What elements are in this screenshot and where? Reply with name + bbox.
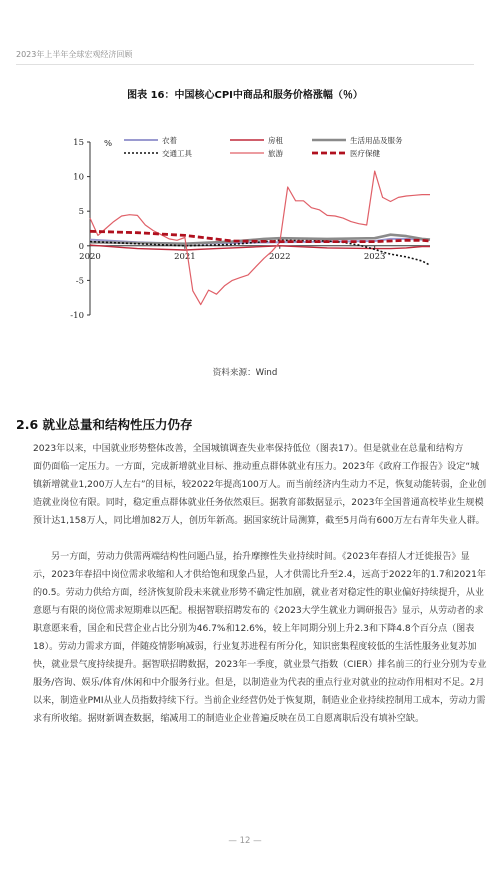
paragraph-line: 镇新增就业1,200万人左右”的目标，较2022年提高100万人。而当前经济内生动力不足，恢复动能转弱，企业创 bbox=[33, 480, 487, 490]
cpi-line-chart bbox=[60, 128, 450, 343]
running-header: 2023年上半年全球宏观经济回顾 bbox=[16, 50, 133, 59]
y-tick-label: 0 bbox=[78, 241, 84, 252]
paragraph-line: 求有所收缩。据财新调查数据，缩减用工的制造业企业普遍反映在员工自愿离职后没有填补空缺。 bbox=[33, 714, 425, 724]
paragraph-line: 2023年以来，中国就业形势整体改善，全国城镇调查失业率保持低位（图表17）。但是就业在总量和结构方 bbox=[33, 444, 464, 454]
legend-label: 房租 bbox=[268, 136, 283, 145]
x-tick-label: 2021 bbox=[174, 251, 196, 262]
paragraph-line: 另一方面，劳动力供需两端结构性问题凸显，抬升摩擦性失业持续时间。《2023年春招人才迁徙报告》显 bbox=[51, 552, 470, 562]
paragraph-line: 造就业岗位有限。同时，稳定重点群体就业任务依然艰巨。据教育部数据显示，2023年全国普通高校毕业生规模 bbox=[33, 498, 484, 508]
y-tick-label: 5 bbox=[78, 207, 84, 218]
x-tick-label: 2023 bbox=[363, 251, 386, 262]
y-tick-label: -5 bbox=[75, 276, 84, 287]
legend-label: 交通工具 bbox=[162, 149, 192, 158]
y-axis-unit-label: % bbox=[104, 139, 113, 149]
paragraph-line: 预计达1,158万人，同比增加82万人，创历年新高。据国家统计局测算，截至5月尚有600万左右青年失业人群。 bbox=[33, 516, 485, 526]
header-divider bbox=[16, 64, 474, 65]
x-tick-label: 2022 bbox=[268, 251, 291, 262]
y-tick-label: -10 bbox=[70, 311, 84, 321]
legend-label: 生活用品及服务 bbox=[350, 136, 403, 145]
paragraph-line: 以来，制造业PMI从业人员指数持续下行。当前企业经营仍处于恢复期，制造业企业持续控制用工成本，劳动力需 bbox=[33, 696, 486, 706]
paragraph-line: 职意愿来看，国企和民营企业占比分别为46.7%和12.6%，较上年同期分别上升2.3和下降4.8个百分点（图表 bbox=[33, 624, 475, 634]
paragraph-line: 示，2023年春招中岗位需求收缩和人才供给饱和现象凸显，人才供需比升至2.4，远高于2022年的1.7和2021年 bbox=[33, 570, 487, 580]
chart-svg bbox=[60, 128, 450, 343]
x-tick-label: 2020 bbox=[79, 251, 101, 262]
paragraph-line: 18）。劳动力需求方面，伴随疫情影响减弱，行业复苏进程有所分化，知识密集程度较低的生活性服务业复苏加 bbox=[33, 642, 477, 652]
paragraph-line: 意愿与有限的岗位需求短期难以匹配。根据智联招聘发布的《2023大学生就业力调研报告》显示，从劳动者的求 bbox=[33, 606, 484, 616]
page-number: — 12 — bbox=[228, 836, 262, 846]
section-heading: 2.6 就业总量和结构性压力仍存 bbox=[16, 417, 193, 432]
paragraph-2 bbox=[33, 548, 487, 728]
y-tick-label: 10 bbox=[73, 172, 84, 183]
paragraph-line: 服务/咨询、娱乐/体育/休闲和中介服务行业。但是，以制造业为代表的重点行业对就业的拉动作用相对不足。2月 bbox=[33, 678, 485, 688]
paragraph-line: 面仍面临一定压力。一方面，完成新增就业目标、推动重点群体就业有压力。2023年《政府工作报告》设定“城 bbox=[33, 462, 480, 472]
paragraph-1 bbox=[33, 440, 487, 530]
y-tick-label: 15 bbox=[73, 138, 84, 148]
legend-label: 医疗保健 bbox=[350, 149, 380, 158]
paragraph-line: 的0.5。劳动力供给方面，经济恢复阶段未来就业形势不确定性加剧，就业者对稳定性的职业偏好持续提升，从业 bbox=[33, 588, 484, 598]
legend-label: 衣着 bbox=[162, 136, 177, 145]
legend-label: 旅游 bbox=[268, 149, 283, 158]
figure-source: 资料来源：Wind bbox=[212, 368, 278, 378]
figure-title: 图表 16：中国核心CPI中商品和服务价格涨幅（％） bbox=[127, 90, 363, 101]
paragraph-line: 快，就业景气度持续提升。据智联招聘数据，2023年一季度，就业景气指数（CIER）排名前三的行业分别为专业 bbox=[33, 660, 487, 670]
